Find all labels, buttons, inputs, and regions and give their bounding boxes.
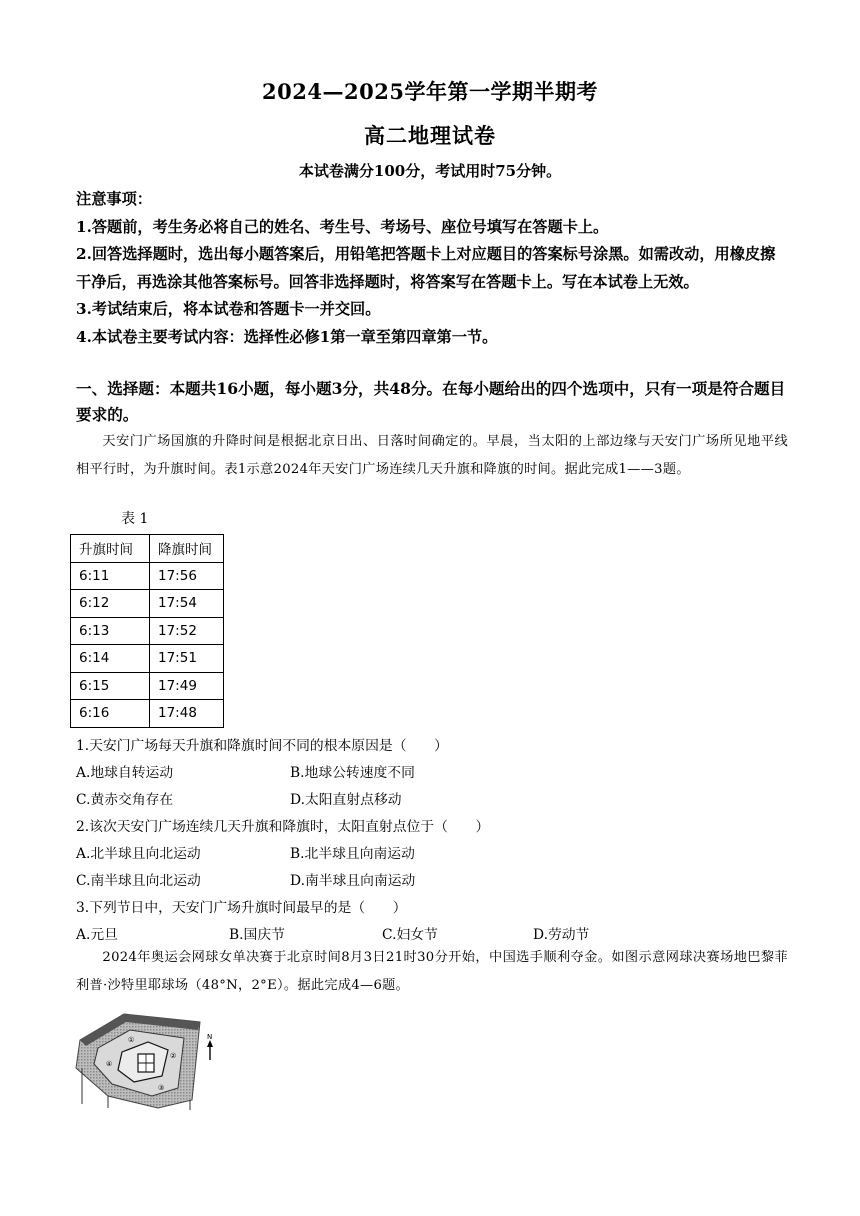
question-2-option-d: D.南半球且向南运动 xyxy=(290,873,416,889)
north-label: N xyxy=(207,1033,213,1041)
table-row xyxy=(71,645,224,673)
exam-title: 2024—2025学年第一学期半期考 xyxy=(262,79,598,104)
question-1-option-d: D.太阳直射点移动 xyxy=(290,792,402,808)
table-header-cell: 降旗时间 xyxy=(150,535,224,563)
question-1-stem: 1.天安门广场每天升旗和降旗时间不同的根本原因是（ ） xyxy=(76,738,448,754)
stadium-figure xyxy=(72,1008,222,1112)
table-cell: 17:52 xyxy=(150,617,224,645)
question-2-option-b: B.北半球且向南运动 xyxy=(290,846,415,862)
question-1-option-a: A.地球自转运动 xyxy=(76,765,174,781)
passage-1: 天安门广场国旗的升降时间是根据北京日出、日落时间确定的。早晨，当太阳的上部边缘与天安门广场所见地平线相平行时，为升旗时间。表1示意2024年天安门广场连续几天升旗和降旗的时间。据此完成1——3题。 xyxy=(76,434,788,477)
notes-heading: 注意事项： xyxy=(76,190,152,208)
table-caption: 表 1 xyxy=(121,511,149,527)
note-item: 3.考试结束后，将本试卷和答题卡一并交回。 xyxy=(76,300,381,318)
question-1-option-b: B.地球公转速度不同 xyxy=(290,765,415,781)
question-3-option-c: C.妇女节 xyxy=(382,927,438,943)
table-cell: 6:15 xyxy=(71,672,150,700)
question-1-option-c: C.黄赤交角存在 xyxy=(76,792,174,808)
note-item: 2.回答选择题时，选出每小题答案后，用铅笔把答题卡上对应题目的答案标号涂黑。如需改动，用橡皮擦干净后，再选涂其他答案标号。回答非选择题时，将答案写在答题卡上。写在本试卷上无效。 xyxy=(76,245,776,291)
table-cell: 6:13 xyxy=(71,617,150,645)
table-cell: 17:49 xyxy=(150,672,224,700)
note-item: 4.本试卷主要考试内容：选择性必修1第一章至第四章第一节。 xyxy=(76,327,498,346)
table-cell: 6:11 xyxy=(71,562,150,590)
table-cell: 6:14 xyxy=(71,645,150,673)
flag-time-table xyxy=(70,534,224,728)
question-2-option-a: A.北半球且向北运动 xyxy=(76,846,201,862)
table-cell: 17:51 xyxy=(150,645,224,673)
table-cell: 17:48 xyxy=(150,700,224,728)
table-row xyxy=(71,672,224,700)
table-cell: 6:16 xyxy=(71,700,150,728)
table-header-cell: 升旗时间 xyxy=(71,535,150,563)
section-heading: 一、选择题：本题共16小题，每小题3分，共48分。在每小题给出的四个选项中，只有一项是符合题目要求的。 xyxy=(76,379,786,424)
table-row xyxy=(71,590,224,618)
question-3-option-b: B.国庆节 xyxy=(229,927,285,943)
table-row xyxy=(71,617,224,645)
exam-subtitle: 本试卷满分100分，考试用时75分钟。 xyxy=(298,162,562,180)
question-2-option-c: C.南半球且向北运动 xyxy=(76,873,201,889)
question-2-stem: 2.该次天安门广场连续几天升旗和降旗时，太阳直射点位于（ ） xyxy=(76,819,490,835)
question-3-stem: 3.下列节日中，天安门广场升旗时间最早的是（ ） xyxy=(76,900,407,916)
table-cell: 17:54 xyxy=(150,590,224,618)
question-3-option-d: D.劳动节 xyxy=(533,927,590,943)
stadium-marker: ④ xyxy=(106,1060,113,1068)
question-3-option-a: A.元旦 xyxy=(76,927,118,943)
table-cell: 6:12 xyxy=(71,590,150,618)
stadium-marker: ③ xyxy=(158,1084,165,1092)
table-cell: 17:56 xyxy=(150,562,224,590)
exam-subject: 高二地理试卷 xyxy=(364,123,496,148)
table-row xyxy=(71,562,224,590)
table-header-row xyxy=(71,535,224,563)
table-row xyxy=(71,700,224,728)
notes-block xyxy=(76,186,788,351)
stadium-marker: ② xyxy=(170,1052,177,1060)
note-item: 1.答题前，考生务必将自己的姓名、考生号、考场号、座位号填写在答题卡上。 xyxy=(76,217,609,236)
stadium-marker: ① xyxy=(128,1036,135,1044)
passage-2: 2024年奥运会网球女单决赛于北京时间8月3日21时30分开始，中国选手顺利夺金。如图示意网球决赛场地巴黎菲利普·沙特里耶球场（48°N，2°E）。据此完成4—6题。 xyxy=(76,950,788,993)
